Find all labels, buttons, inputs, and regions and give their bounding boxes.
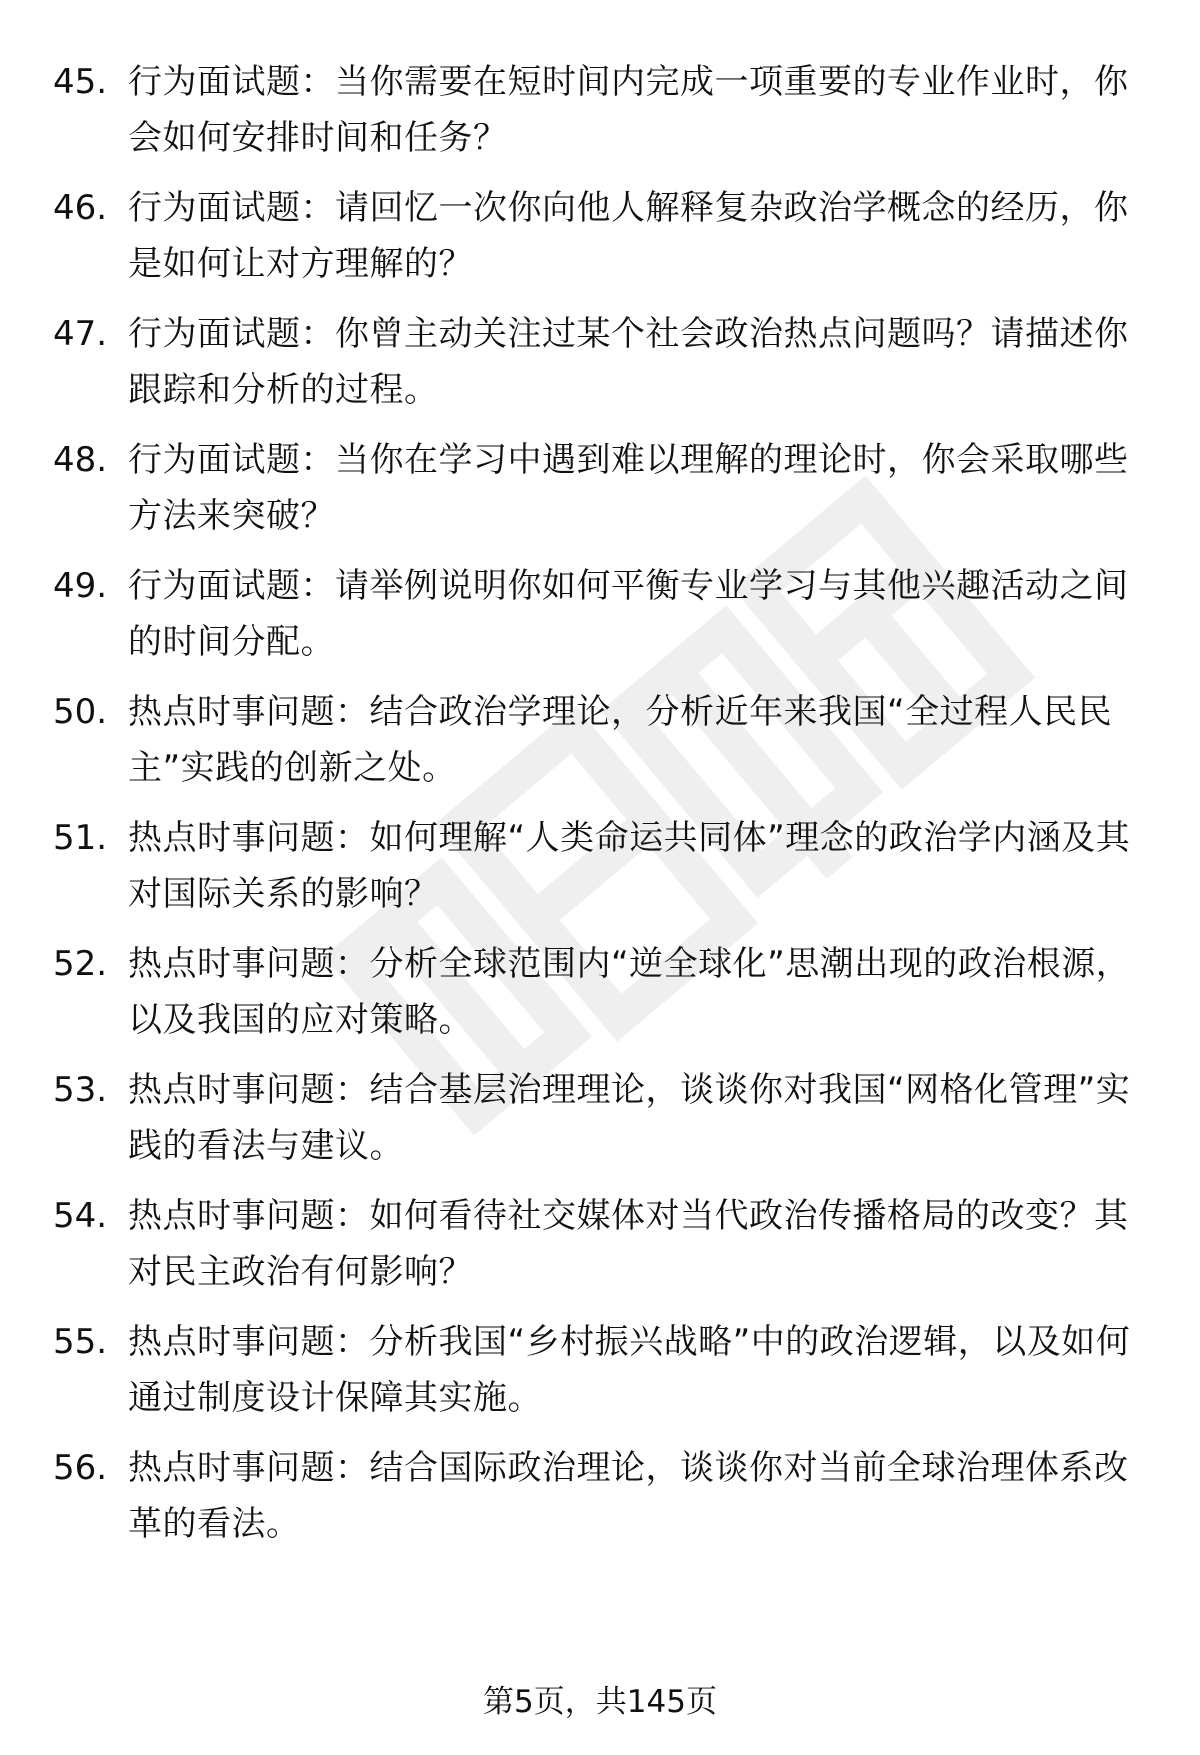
question-text: 热点时事问题：如何看待社交媒体对当代政治传播格局的改变？其对民主政治有何影响？ bbox=[128, 1196, 1129, 1292]
question-text: 行为面试题：当你在学习中遇到难以理解的理论时，你会采取哪些方法来突破？ bbox=[128, 440, 1129, 536]
question-text: 行为面试题：你曾主动关注过某个社会政治热点问题吗？请描述你跟踪和分析的过程。 bbox=[128, 314, 1129, 410]
question-item bbox=[0, 936, 1200, 1062]
question-number: 50. bbox=[53, 692, 108, 732]
question-text: 行为面试题：当你需要在短时间内完成一项重要的专业作业时，你会如何安排时间和任务？ bbox=[128, 62, 1129, 158]
question-text: 热点时事问题：结合国际政治理论，谈谈你对当前全球治理体系改革的看法。 bbox=[128, 1448, 1129, 1544]
question-item bbox=[0, 54, 1200, 180]
question-number: 52. bbox=[53, 944, 108, 984]
question-number: 47. bbox=[53, 314, 108, 354]
question-text: 行为面试题：请举例说明你如何平衡专业学习与其他兴趣活动之间的时间分配。 bbox=[128, 566, 1129, 662]
question-number: 49. bbox=[53, 566, 108, 606]
question-number: 45. bbox=[53, 62, 108, 102]
question-number: 51. bbox=[53, 818, 108, 858]
question-item bbox=[0, 432, 1200, 558]
question-item bbox=[0, 684, 1200, 810]
page-footer: 第5页，共145页 bbox=[483, 1684, 717, 1720]
question-item bbox=[0, 810, 1200, 936]
question-number: 46. bbox=[53, 188, 108, 228]
question-number: 48. bbox=[53, 440, 108, 480]
question-text: 热点时事问题：结合基层治理理论，谈谈你对我国“网格化管理”实践的看法与建议。 bbox=[128, 1070, 1131, 1166]
question-number: 54. bbox=[53, 1196, 108, 1236]
question-number: 53. bbox=[53, 1070, 108, 1110]
question-number: 56. bbox=[53, 1448, 108, 1488]
question-item bbox=[0, 1440, 1200, 1566]
question-item bbox=[0, 180, 1200, 306]
question-text: 热点时事问题：如何理解“人类命运共同体”理念的政治学内涵及其对国际关系的影响？ bbox=[128, 818, 1131, 914]
question-text: 热点时事问题：分析我国“乡村振兴战略”中的政治逻辑，以及如何通过制度设计保障其实施。 bbox=[128, 1322, 1131, 1418]
question-text: 热点时事问题：分析全球范围内“逆全球化”思潮出现的政治根源，以及我国的应对策略。 bbox=[128, 944, 1131, 1040]
question-text: 行为面试题：请回忆一次你向他人解释复杂政治学概念的经历，你是如何让对方理解的？ bbox=[128, 188, 1129, 284]
question-item bbox=[0, 1062, 1200, 1188]
question-item bbox=[0, 1188, 1200, 1314]
question-item bbox=[0, 1314, 1200, 1440]
question-number: 55. bbox=[53, 1322, 108, 1362]
question-text: 热点时事问题：结合政治学理论，分析近年来我国“全过程人民民主”实践的创新之处。 bbox=[128, 692, 1113, 788]
question-item bbox=[0, 558, 1200, 684]
question-item bbox=[0, 306, 1200, 432]
question-list bbox=[0, 54, 1200, 1566]
